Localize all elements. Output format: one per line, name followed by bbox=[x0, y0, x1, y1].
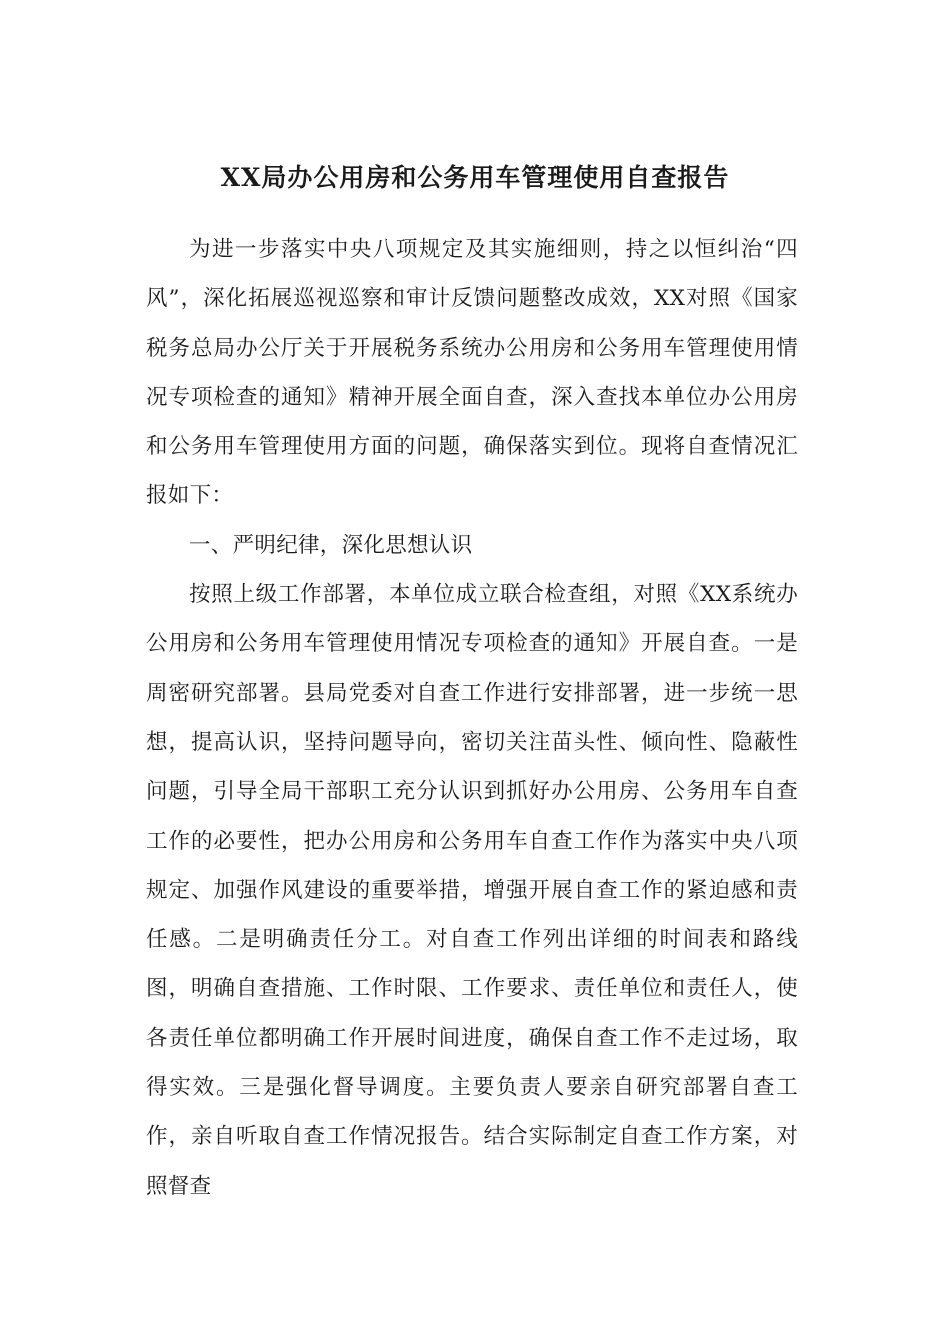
document-title: XX局办公用房和公务用车管理使用自查报告 bbox=[220, 163, 730, 192]
document-body bbox=[146, 225, 798, 1211]
intro-paragraph: 为进一步落实中央八项规定及其实施细则，持之以恒纠治“四风”，深化拓展巡视巡察和审计反馈问题整改成效，XX对照《国家税务总局办公厅关于开展税务系统办公用房和公务用车管理使用情况专项检查的通知》精神开展全面自查，深入查找本单位办公用房和公务用车管理使用方面的问题，确保落实到位。现将自查情况汇报如下： bbox=[146, 237, 798, 509]
section-paragraph: 按照上级工作部署，本单位成立联合检查组，对照《XX系统办公用房和公务用车管理使用情况专项检查的通知》开展自查。一是周密研究部署。县局党委对自查工作进行安排部署，进一步统一思想，提高认识，坚持问题导向，密切关注苗头性、倾向性、隐蔽性问题，引导全局干部职工充分认识到抓好办公用房、公务用车自查工作的必要性，把办公用房和公务用车自查工作作为落实中央八项规定、加强作风建设的重要举措，增强开展自查工作的紧迫感和责任感。二是明确责任分工。对自查工作列出详细的时间表和路线图，明确自查措施、工作时限、工作要求、责任单位和责任人，使各责任单位都明确工作开展时间进度，确保自查工作不走过场，取得实效。三是强化督导调度。主要负责人要亲自研究部署自查工作，亲自听取自查工作情况报告。结合实际制定自查工作方案，对照督查 bbox=[146, 582, 798, 1199]
section-heading: 一、严明纪律，深化思想认识 bbox=[189, 532, 473, 558]
